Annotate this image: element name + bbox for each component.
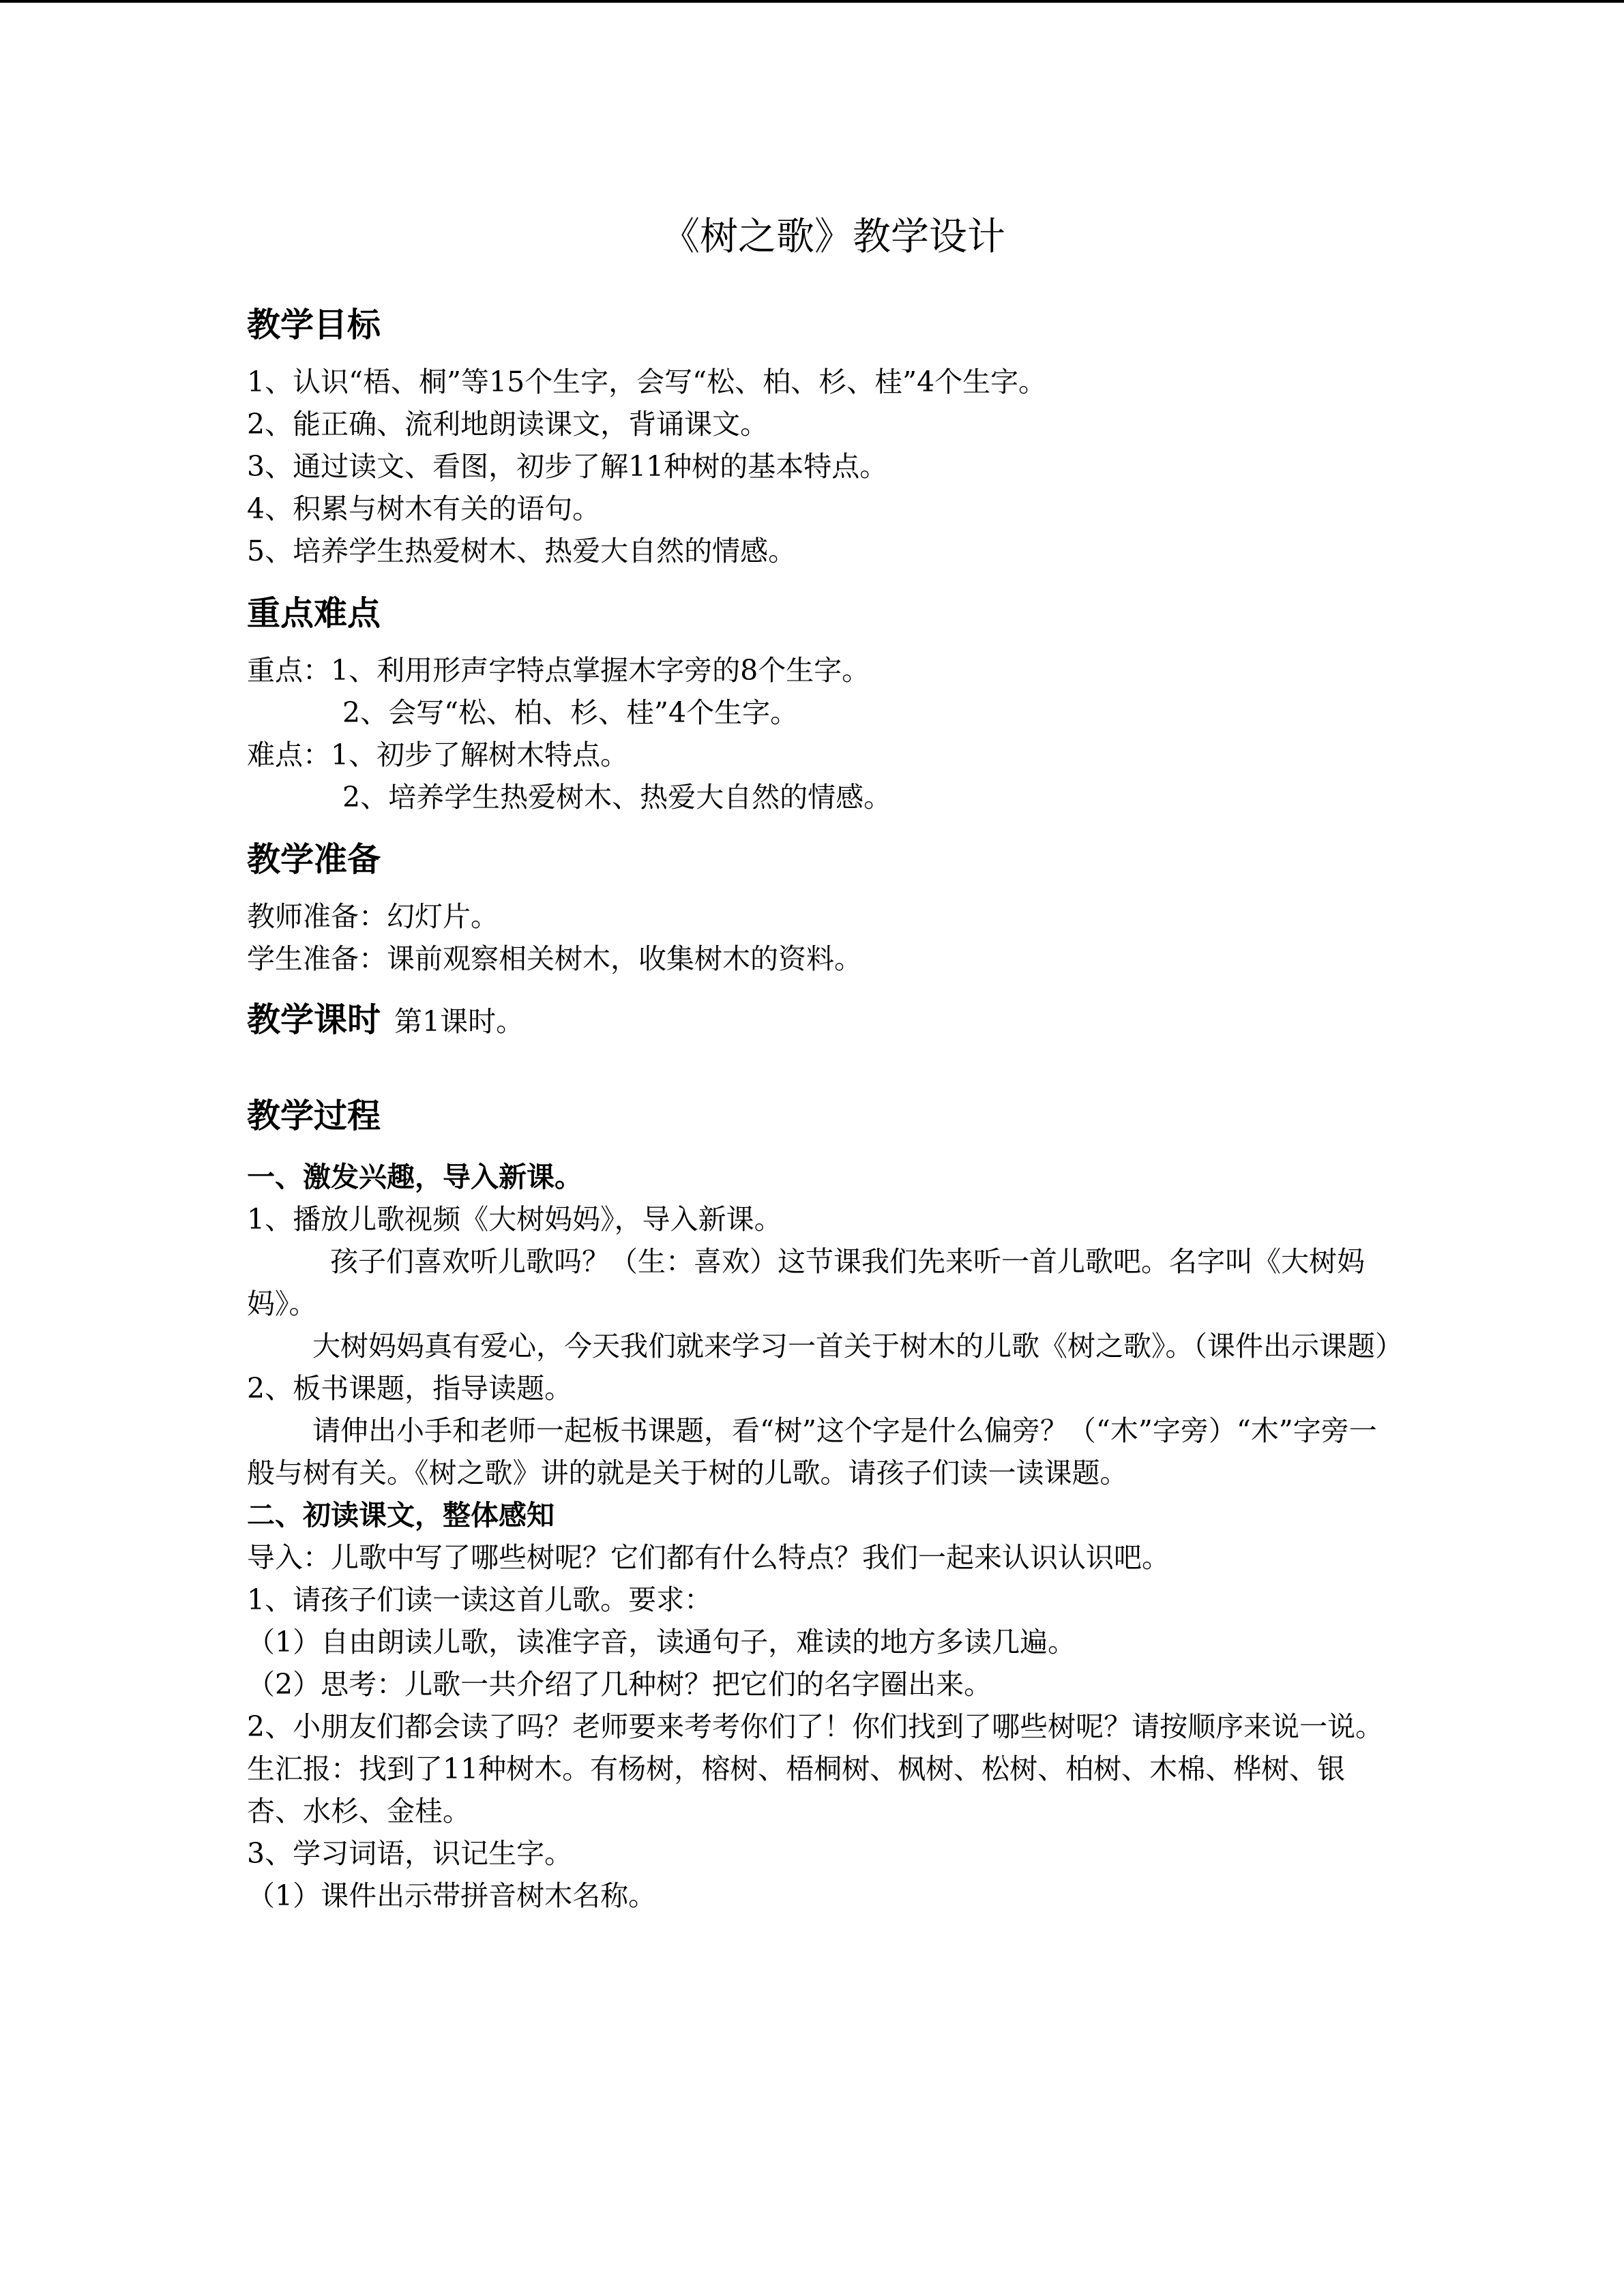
- paragraph: 2、板书课题，指导读题。: [247, 1372, 573, 1405]
- paragraph: 2、小朋友们都会读了吗？老师要来考考你们了！你们找到了哪些树呢？请按顺序来说一说。: [247, 1710, 1384, 1743]
- document-title: 《树之歌》教学设计: [662, 215, 1005, 259]
- objectives-list: [247, 361, 1393, 572]
- paragraph: 请伸出小手和老师一起板书课题，看“树”这个字是什么偏旁？（“木”字旁）“木”字旁一般与树有关。《树之歌》讲的就是关于树的儿歌。请孩子们读一读课题。: [247, 1414, 1377, 1489]
- heading-process: 教学过程: [247, 1097, 381, 1135]
- objective-item: 5、培养学生热爱树木、热爱大自然的情感。: [247, 535, 797, 567]
- heading-preparation: 教学准备: [247, 840, 381, 879]
- heading-keypoints: 重点难点: [247, 594, 381, 633]
- period-line: [247, 1000, 1393, 1039]
- teacher-preparation: 教师准备：幻灯片。: [247, 900, 499, 933]
- paragraph: 1、播放儿歌视频《大树妈妈》，导入新课。: [247, 1203, 782, 1236]
- keypoint-line: 2、会写“松、柏、杉、桂”4个生字。: [342, 696, 799, 729]
- keypoint-line: 重点：1、利用形声字特点掌握木字旁的8个生字。: [247, 654, 870, 687]
- process-part-1: [247, 1156, 1403, 1494]
- part1-title: 一、激发兴趣，导入新课。: [247, 1161, 582, 1193]
- objective-item: 1、认识“梧、桐”等15个生字，会写“松、柏、杉、桂”4个生字。: [247, 366, 1047, 398]
- objective-item: 3、通过读文、看图，初步了解11种树的基本特点。: [247, 450, 888, 483]
- period-value: 第1课时。: [394, 1005, 525, 1038]
- paragraph: （1）课件出示带拼音树木名称。: [247, 1879, 657, 1912]
- paragraph: 1、请孩子们读一读这首儿歌。要求：: [247, 1583, 713, 1616]
- difficulty-line: 难点：1、初步了解树木特点。: [247, 739, 629, 771]
- heading-period: 教学课时: [247, 1000, 381, 1039]
- student-preparation: 学生准备：课前观察相关树木，收集树木的资料。: [247, 942, 862, 975]
- heading-objectives: 教学目标: [247, 305, 381, 344]
- objective-item: 4、积累与树木有关的语句。: [247, 492, 601, 525]
- paragraph: （2）思考：儿歌一共介绍了几种树？把它们的名字圈出来。: [247, 1668, 992, 1701]
- paragraph: （1）自由朗读儿歌，读准字音，读通句子，难读的地方多读几遍。: [247, 1626, 1076, 1658]
- paragraph: 大树妈妈真有爱心，今天我们就来学习一首关于树木的儿歌《树之歌》。（课件出示课题）: [312, 1330, 1403, 1362]
- difficulty-line: 2、培养学生热爱树木、热爱大自然的情感。: [342, 781, 892, 814]
- paragraph: 生汇报：找到了11种树木。有杨树，榕树、梧桐树、枫树、松树、柏树、木棉、桦树、银杏、水杉、金桂。: [247, 1753, 1346, 1828]
- document-page: [247, 205, 1403, 1917]
- process-part-2: [247, 1494, 1393, 1917]
- objective-item: 2、能正确、流利地朗读课文，背诵课文。: [247, 408, 769, 441]
- page-top-border: [0, 0, 1624, 3]
- paragraph: 孩子们喜欢听儿歌吗？（生：喜欢）这节课我们先来听一首儿歌吧。名字叫《大树妈妈》。: [247, 1245, 1365, 1320]
- keypoints-list: [247, 649, 1393, 818]
- paragraph: 3、学习词语，识记生字。: [247, 1837, 573, 1870]
- part2-title: 二、初读课文，整体感知: [247, 1499, 555, 1532]
- paragraph: 导入：儿歌中写了哪些树呢？它们都有什么特点？我们一起来认识认识吧。: [247, 1541, 1170, 1574]
